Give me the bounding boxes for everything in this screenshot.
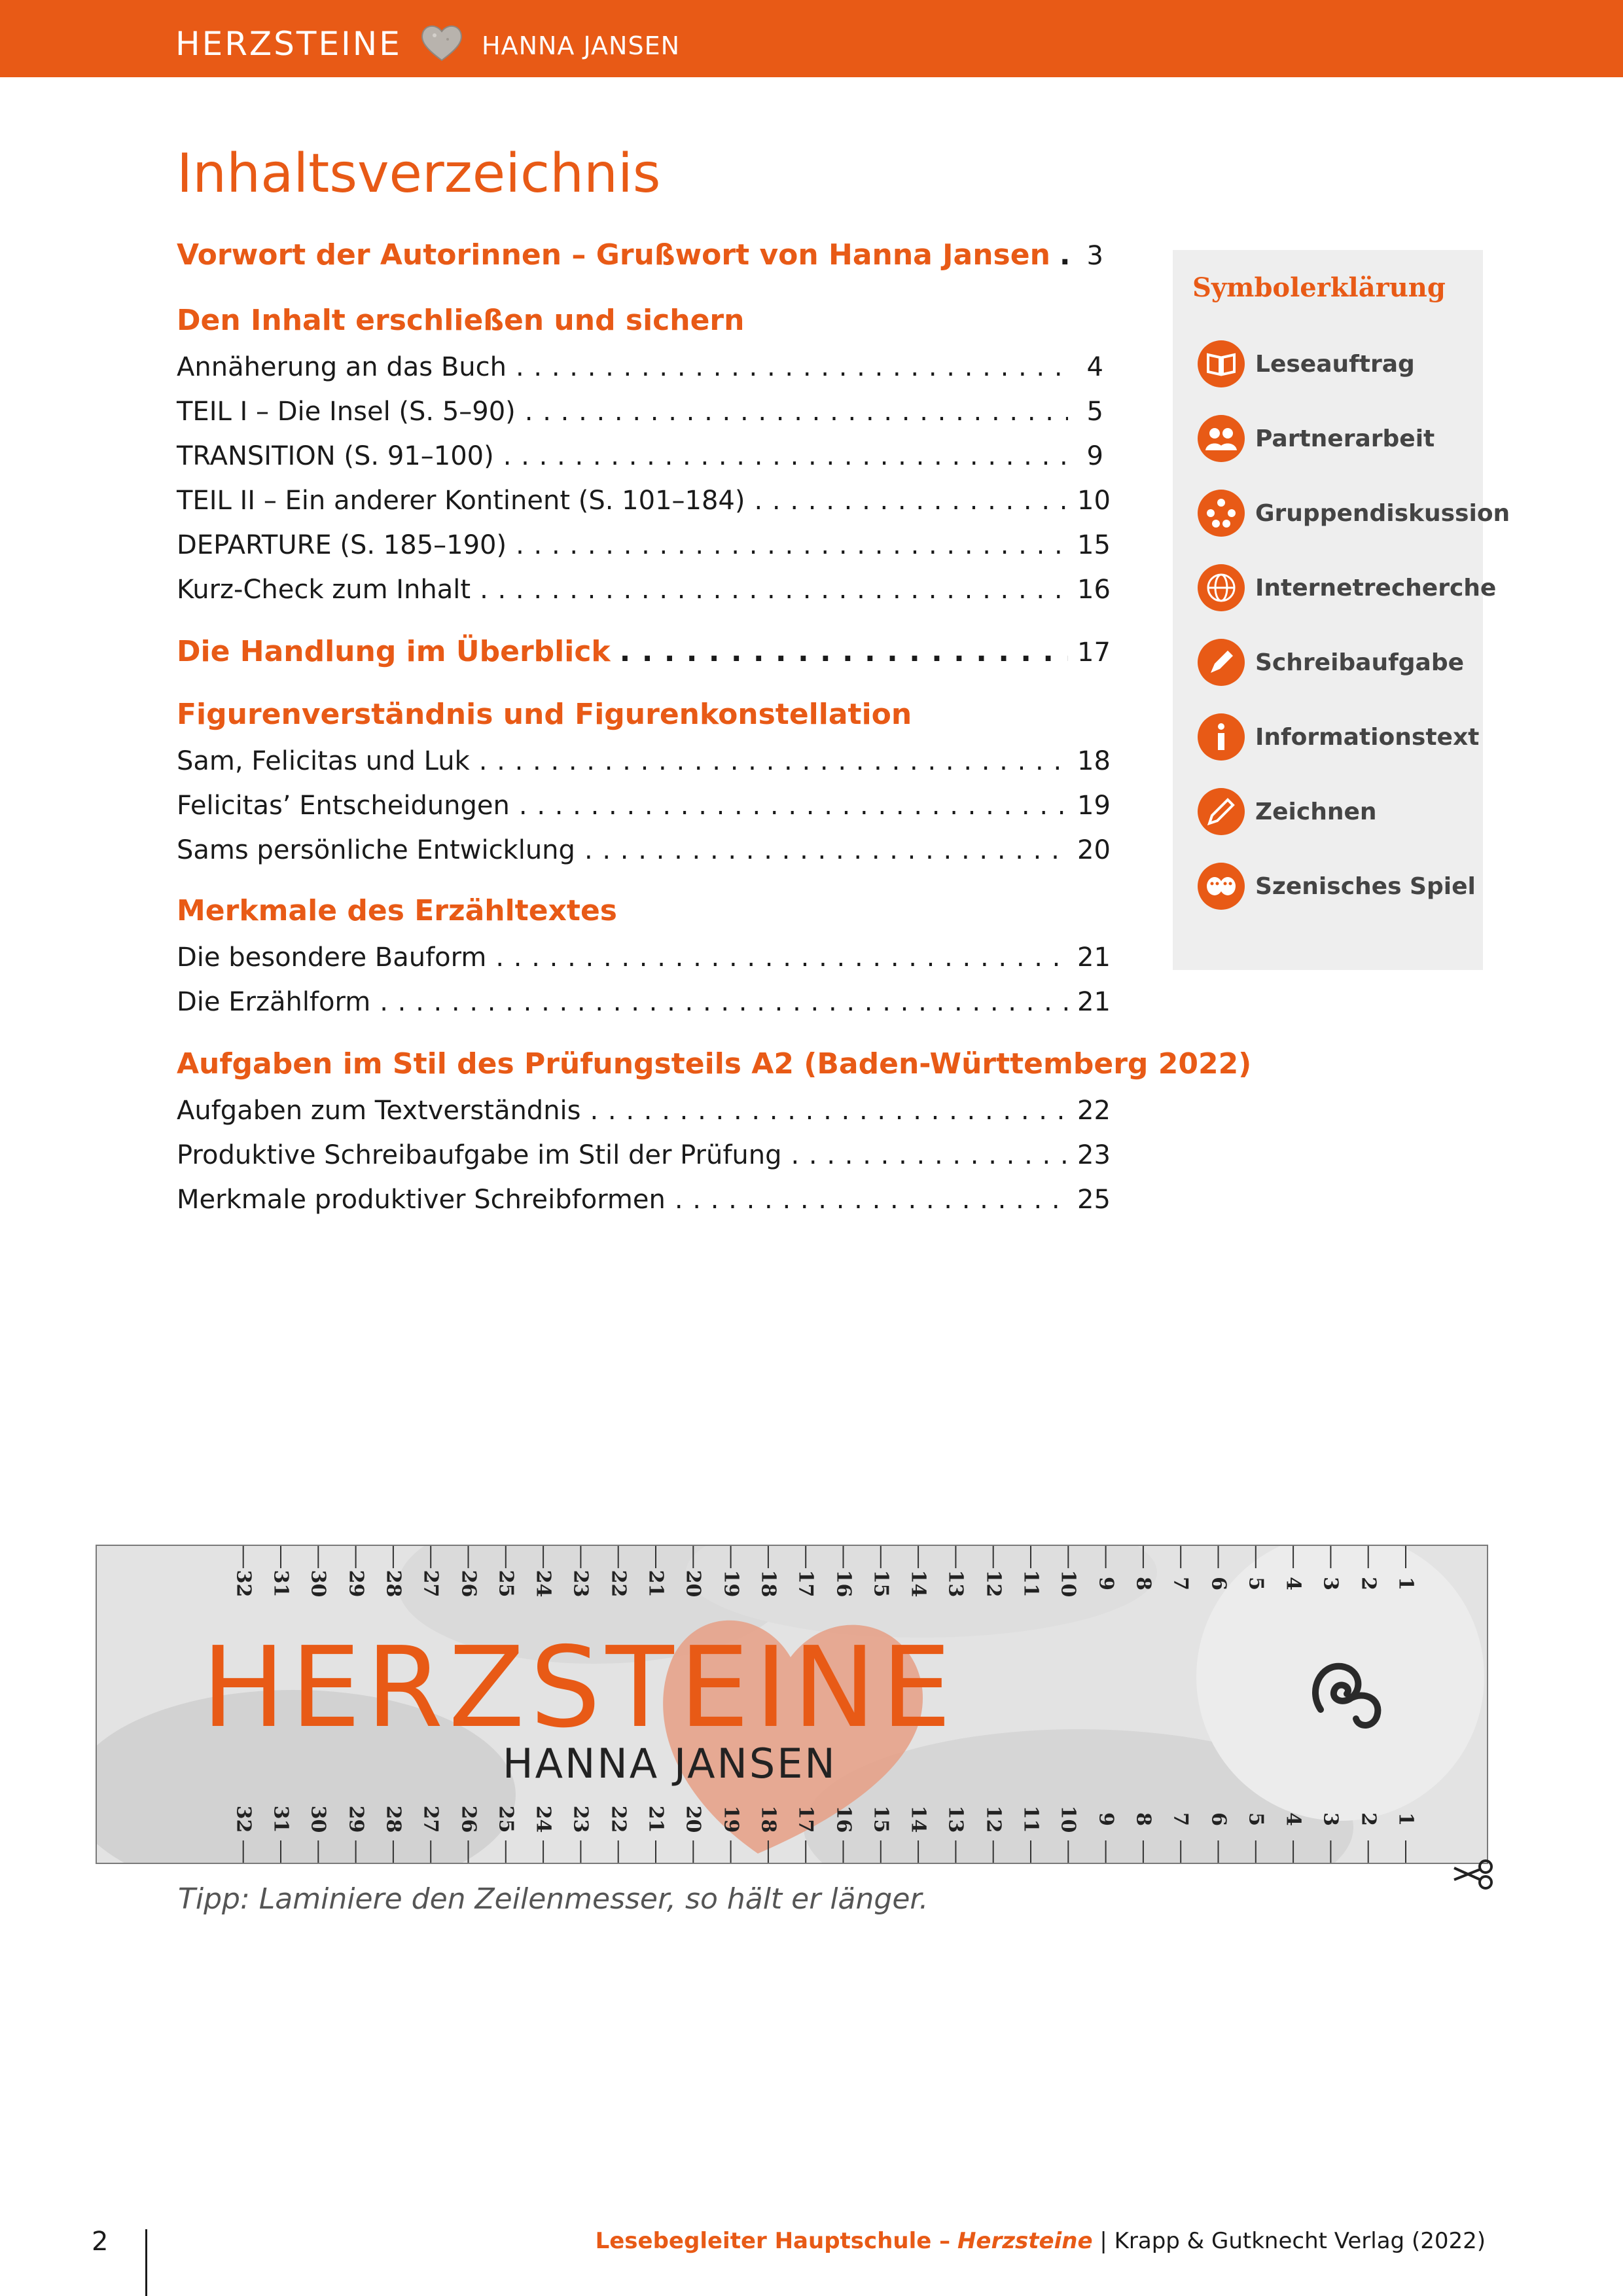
toc-entry-title: Vorwort der Autorinnen – Grußwort von Hanna Jansen (177, 238, 1050, 272)
dot-leader (380, 987, 1068, 1017)
legend-label: Partnerarbeit (1255, 425, 1435, 452)
ruler-tick-label: 22 (607, 1805, 630, 1833)
dot-leader (584, 835, 1068, 865)
legend-item-szenisches-spiel (1196, 861, 1476, 911)
heart-stone-icon (419, 22, 465, 63)
toc-entry-title: TEIL I – Die Insel (S. 5–90) (177, 397, 516, 427)
toc-entry[interactable] (177, 1185, 1111, 1215)
toc-entry[interactable] (177, 942, 1111, 973)
toc-entry-title: TRANSITION (S. 91–100) (177, 441, 494, 471)
header-bar (0, 0, 1623, 77)
dot-leader (791, 1140, 1069, 1170)
ruler-tick-label: 14 (906, 1570, 930, 1598)
publisher-logo-icon (1301, 1651, 1393, 1742)
ruler-tick-label: 4 (1281, 1577, 1305, 1590)
ruler-tick-label: 26 (457, 1570, 480, 1598)
ruler-tick-label: 19 (719, 1805, 743, 1833)
dot-leader (516, 530, 1068, 560)
legend-label: Zeichnen (1255, 798, 1377, 825)
dot-leader (495, 942, 1068, 973)
ruler-tick-label: 10 (1056, 1805, 1080, 1833)
toc-entry-title: Merkmale produktiver Schreibformen (177, 1185, 666, 1215)
ruler-tick-label: 32 (232, 1570, 255, 1598)
dot-leader (516, 352, 1068, 382)
toc-entry-vorwort[interactable] (177, 238, 1103, 272)
ruler-title: HERZSTEINE (202, 1623, 957, 1753)
line-ruler (96, 1545, 1488, 1864)
dot-leader (503, 441, 1068, 471)
toc-entry-title: Die Erzählform (177, 987, 371, 1017)
ruler-tick-label: 11 (1019, 1570, 1043, 1598)
toc-entry[interactable] (177, 791, 1111, 821)
toc-entry[interactable] (177, 1096, 1111, 1126)
ruler-tick-label: 26 (457, 1805, 480, 1833)
toc-entry-page: 4 (1086, 352, 1103, 382)
toc-entry[interactable] (177, 575, 1111, 605)
partner-icon (1196, 414, 1246, 463)
footer-publisher: | Krapp & Gutknecht Verlag (2022) (1099, 2228, 1486, 2254)
legend-item-internetrecherche (1196, 563, 1496, 613)
toc-entry-page: 25 (1077, 1185, 1111, 1215)
ruler-tick-label: 15 (869, 1805, 893, 1833)
ruler-tick-label: 25 (494, 1805, 518, 1833)
ruler-tick-label: 31 (269, 1805, 293, 1833)
legend-label: Szenisches Spiel (1255, 872, 1476, 900)
toc-entry[interactable] (177, 987, 1111, 1017)
ruler-tick-label: 20 (681, 1570, 705, 1598)
ruler-tick-label: 4 (1281, 1812, 1305, 1826)
ruler-tick-label: 8 (1132, 1577, 1155, 1590)
toc-section-heading: Merkmale des Erzähltextes (177, 894, 617, 927)
dot-leader (479, 746, 1068, 776)
ruler-tick-label: 11 (1019, 1805, 1043, 1833)
dot-leader (1060, 238, 1068, 272)
page-title: Inhaltsverzeichnis (177, 143, 661, 205)
toc-entry-page: 21 (1077, 942, 1111, 973)
info-icon (1196, 712, 1246, 762)
pencil-icon (1196, 787, 1246, 836)
legend-label: Schreibaufgabe (1255, 649, 1465, 676)
book-icon (1196, 339, 1246, 389)
ruler-tick-label: 29 (344, 1570, 368, 1598)
ruler-tick-label: 7 (1169, 1812, 1192, 1826)
ruler-tick-label: 29 (344, 1805, 368, 1833)
scissors-icon (1450, 1856, 1499, 1892)
toc-entry-title: Aufgaben zum Textverständnis (177, 1096, 581, 1126)
ruler-tick-label: 2 (1357, 1577, 1380, 1590)
toc-entry-page: 21 (1077, 987, 1111, 1017)
ruler-tick-label: 31 (269, 1570, 293, 1598)
ruler-tick-label: 16 (832, 1805, 855, 1833)
ruler-tick-label: 17 (794, 1570, 817, 1598)
toc-entry-page: 17 (1077, 637, 1111, 668)
toc-entry-page: 3 (1086, 241, 1103, 271)
legend-item-gruppendiskussion (1196, 488, 1510, 538)
ruler-tick-label: 8 (1132, 1812, 1155, 1826)
ruler-tick-label: 2 (1357, 1812, 1380, 1826)
ruler-tick-label: 23 (569, 1570, 592, 1598)
toc-entry-page: 20 (1077, 835, 1111, 865)
ruler-tick-label: 21 (644, 1570, 668, 1598)
legend-item-partnerarbeit (1196, 414, 1435, 463)
toc-entry-handlung[interactable] (177, 635, 1111, 668)
header-author: HANNA JANSEN (482, 31, 681, 60)
toc-entry-title: TEIL II – Ein anderer Kontinent (S. 101–184) (177, 486, 745, 516)
ruler-tick-label: 15 (869, 1570, 893, 1598)
ruler-tick-label: 32 (232, 1805, 255, 1833)
ruler-tick-label: 18 (757, 1570, 780, 1598)
toc-entry-title: Sams persönliche Entwicklung (177, 835, 575, 865)
legend-item-zeichnen (1196, 787, 1377, 836)
ruler-tick-label: 24 (531, 1570, 555, 1598)
toc-entry-title: Die besondere Bauform (177, 942, 487, 973)
ruler-author: HANNA JANSEN (503, 1740, 837, 1787)
ruler-tick-label: 3 (1319, 1577, 1342, 1590)
legend-title: Symbolerklärung (1192, 272, 1446, 303)
toc-entry-title: Kurz-Check zum Inhalt (177, 575, 471, 605)
masks-icon (1196, 861, 1246, 911)
toc-entry[interactable] (177, 352, 1103, 382)
footer-series: Lesebegleiter Hauptschule – (595, 2228, 951, 2254)
toc-entry-title: DEPARTURE (S. 185–190) (177, 530, 507, 560)
ruler-tick-label: 28 (382, 1805, 405, 1833)
toc-entry-title: Sam, Felicitas und Luk (177, 746, 470, 776)
toc-entry[interactable] (177, 441, 1103, 471)
toc-entry-page: 15 (1077, 530, 1111, 560)
ruler-tick-label: 18 (757, 1805, 780, 1833)
legend-label: Internetrecherche (1255, 574, 1497, 601)
ruler-tick-label: 13 (944, 1805, 967, 1833)
legend-item-schreibaufgabe (1196, 637, 1464, 687)
ruler-tick-label: 14 (906, 1805, 930, 1833)
ruler-tick-label: 16 (832, 1570, 855, 1598)
toc-entry-title: Die Handlung im Überblick (177, 635, 611, 668)
tip-text: Tipp: Laminiere den Zeilenmesser, so hält er länger. (178, 1882, 929, 1916)
ruler-tick-label: 12 (982, 1570, 1005, 1598)
toc-section-heading: Figurenverständnis und Figurenkonstellation (177, 698, 912, 731)
ruler-tick-label: 10 (1056, 1570, 1080, 1598)
dot-leader (754, 486, 1068, 516)
toc-entry-page: 23 (1077, 1140, 1111, 1170)
dot-leader (525, 397, 1068, 427)
ruler-tick-label: 6 (1207, 1577, 1230, 1590)
footer-book: Herzsteine (957, 2228, 1093, 2254)
ruler-tick-label: 12 (982, 1805, 1005, 1833)
legend-item-informationstext (1196, 712, 1479, 762)
toc-section-heading: Aufgaben im Stil des Prüfungsteils A2 (Baden-Württemberg 2022) (177, 1047, 1252, 1081)
ruler-tick-label: 28 (382, 1570, 405, 1598)
ruler-tick-label: 17 (794, 1805, 817, 1833)
toc-entry-title: Felicitas’ Entscheidungen (177, 791, 510, 821)
ruler-tick-label: 22 (607, 1570, 630, 1598)
footer-credits (596, 2228, 1486, 2254)
legend-label: Informationstext (1255, 723, 1480, 751)
toc-section-heading: Den Inhalt erschließen und sichern (177, 304, 745, 337)
toc-entry-title: Annäherung an das Buch (177, 352, 507, 382)
pen-icon (1196, 637, 1246, 687)
legend-label: Leseauftrag (1255, 350, 1415, 378)
dot-leader (590, 1096, 1069, 1126)
toc-entry[interactable] (177, 486, 1111, 516)
dot-leader (480, 575, 1068, 605)
ruler-tick-label: 30 (306, 1805, 330, 1833)
toc-entry[interactable] (177, 530, 1111, 560)
ruler-tick-label: 24 (531, 1805, 555, 1833)
globe-icon (1196, 563, 1246, 613)
toc-entry[interactable] (177, 746, 1111, 776)
toc-entry-page: 5 (1086, 397, 1103, 427)
group-icon (1196, 488, 1246, 538)
ruler-tick-label: 19 (719, 1570, 743, 1598)
ruler-tick-label: 1 (1394, 1812, 1418, 1826)
ruler-tick-label: 5 (1244, 1812, 1268, 1826)
toc-entry-page: 18 (1077, 746, 1111, 776)
ruler-tick-label: 27 (419, 1805, 442, 1833)
ruler-tick-label: 9 (1094, 1812, 1118, 1826)
ruler-tick-label: 1 (1394, 1577, 1418, 1590)
ruler-tick-label: 9 (1094, 1577, 1118, 1590)
toc-entry-title: Produktive Schreibaufgabe im Stil der Prüfung (177, 1140, 782, 1170)
ruler-tick-label: 3 (1319, 1812, 1342, 1826)
ruler-tick-label: 21 (644, 1805, 668, 1833)
toc-entry-page: 9 (1086, 441, 1103, 471)
page-number: 2 (92, 2227, 109, 2257)
ruler-tick-label: 7 (1169, 1577, 1192, 1590)
toc-entry-page: 19 (1077, 791, 1111, 821)
toc-entry-page: 22 (1077, 1096, 1111, 1126)
toc-entry-page: 16 (1077, 575, 1111, 605)
symbol-legend (1173, 250, 1510, 970)
ruler-tick-label: 5 (1244, 1577, 1268, 1590)
footer-divider (145, 2229, 147, 2296)
toc-entry-page: 10 (1077, 486, 1111, 516)
legend-label: Gruppendiskussion (1255, 499, 1510, 527)
dot-leader (675, 1185, 1068, 1215)
header-brand: HERZSTEINE (175, 25, 402, 63)
ruler-tick-label: 6 (1207, 1812, 1230, 1826)
toc-entry[interactable] (177, 835, 1111, 865)
ruler-tick-label: 25 (494, 1570, 518, 1598)
toc-entry[interactable] (177, 397, 1103, 427)
dot-leader (620, 635, 1068, 668)
ruler-tick-label: 13 (944, 1570, 967, 1598)
toc-entry[interactable] (177, 1140, 1111, 1170)
ruler-tick-label: 27 (419, 1570, 442, 1598)
dot-leader (519, 791, 1068, 821)
ruler-tick-label: 23 (569, 1805, 592, 1833)
legend-item-leseauftrag (1196, 339, 1415, 389)
ruler-tick-label: 30 (306, 1570, 330, 1598)
ruler-tick-label: 20 (681, 1805, 705, 1833)
